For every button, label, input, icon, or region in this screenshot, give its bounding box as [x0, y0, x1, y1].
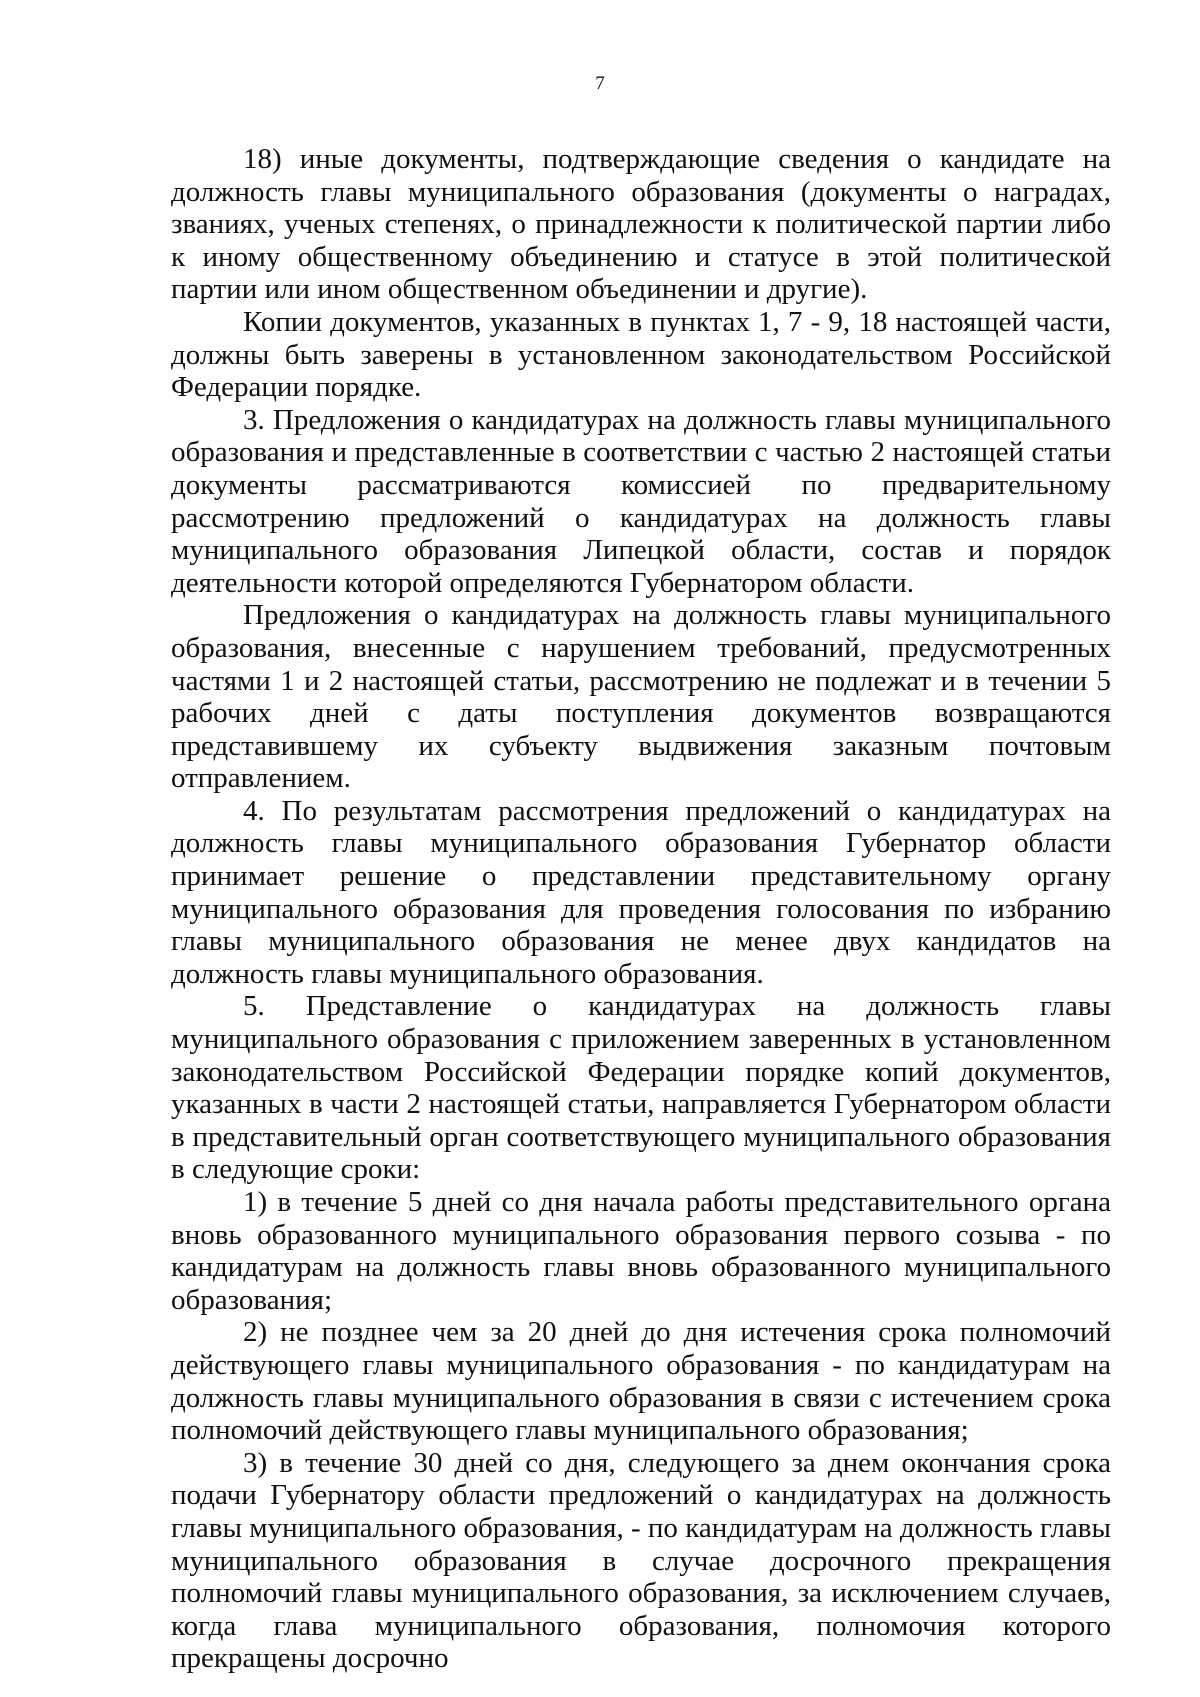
paragraph-term-3: 3) в течение 30 дней со дня, следующего за днем окончания срока подачи Губернатору области предложений о кандидатурах на должность главы муниципального образования, - по кандидатурам на должность главы муниципального образования в случае досрочного прекращения полномочий главы муниципального образования, за исключением случаев, когда глава муниципального образования, полномочия которого прекращены досрочно	[171, 1446, 1111, 1675]
paragraph-section-4-governor-decision: 4. По результатам рассмотрения предложений о кандидатурах на должность главы муниципального образования Губернатор области принимает решение о представлении представительному органу муниципального образования для проведения голосования по избранию главы муниципального образования не менее двух кандидатов на должность главы муниципального образования.	[171, 794, 1111, 990]
document-body	[171, 143, 1111, 1675]
paragraph-term-1: 1) в течение 5 дней со дня начала работы представительного органа вновь образованного муниципального образования первого созыва - по кандидатурам на должность главы вновь образованного муниципального образования;	[171, 1186, 1111, 1316]
paragraph-section-3-commission-review: 3. Предложения о кандидатурах на должность главы муниципального образования и представленные в соответствии с частью 2 настоящей статьи документы рассматриваются комиссией по предварительному рассмотрению предложений о кандидатурах на должность главы муниципального образования Липецкой области, состав и порядок деятельности которой определяются Губернатором области.	[171, 403, 1111, 599]
paragraph-certified-copies: Копии документов, указанных в пунктах 1, 7 - 9, 18 настоящей части, должны быть заверены в установленном законодательством Российской Федерации порядке.	[171, 305, 1111, 404]
paragraph-term-2: 2) не позднее чем за 20 дней до дня истечения срока полномочий действующего главы муниципального образования - по кандидатурам на должность главы муниципального образования в связи с истечением срока полномочий действующего главы муниципального образования;	[171, 1316, 1111, 1447]
paragraph-rejected-proposals: Предложения о кандидатурах на должность главы муниципального образования, внесенные с нарушением требований, предусмотренных частями 1 и 2 настоящей статьи, рассмотрению не подлежат и в течении 5 рабочих дней с даты поступления документов возвращаются представившему их субъекту выдвижения заказным почтовым отправлением.	[171, 599, 1111, 795]
paragraph-item-18-other-documents: 18) иные документы, подтверждающие сведения о кандидате на должность главы муниципального образования (документы о наградах, званиях, ученых степенях, о принадлежности к политической партии либо к иному общественному объединению и статусе в этой политической партии или ином общественном объединении и другие).	[171, 143, 1111, 306]
page-number: 7	[595, 73, 605, 94]
paragraph-section-5-submission-terms: 5. Представление о кандидатурах на должность главы муниципального образования с приложением заверенных в установленном законодательством Российской Федерации порядке копий документов, указанных в части 2 настоящей статьи, направляется Губернатором области в представительный орган соответствующего муниципального образования в следующие сроки:	[171, 990, 1111, 1186]
